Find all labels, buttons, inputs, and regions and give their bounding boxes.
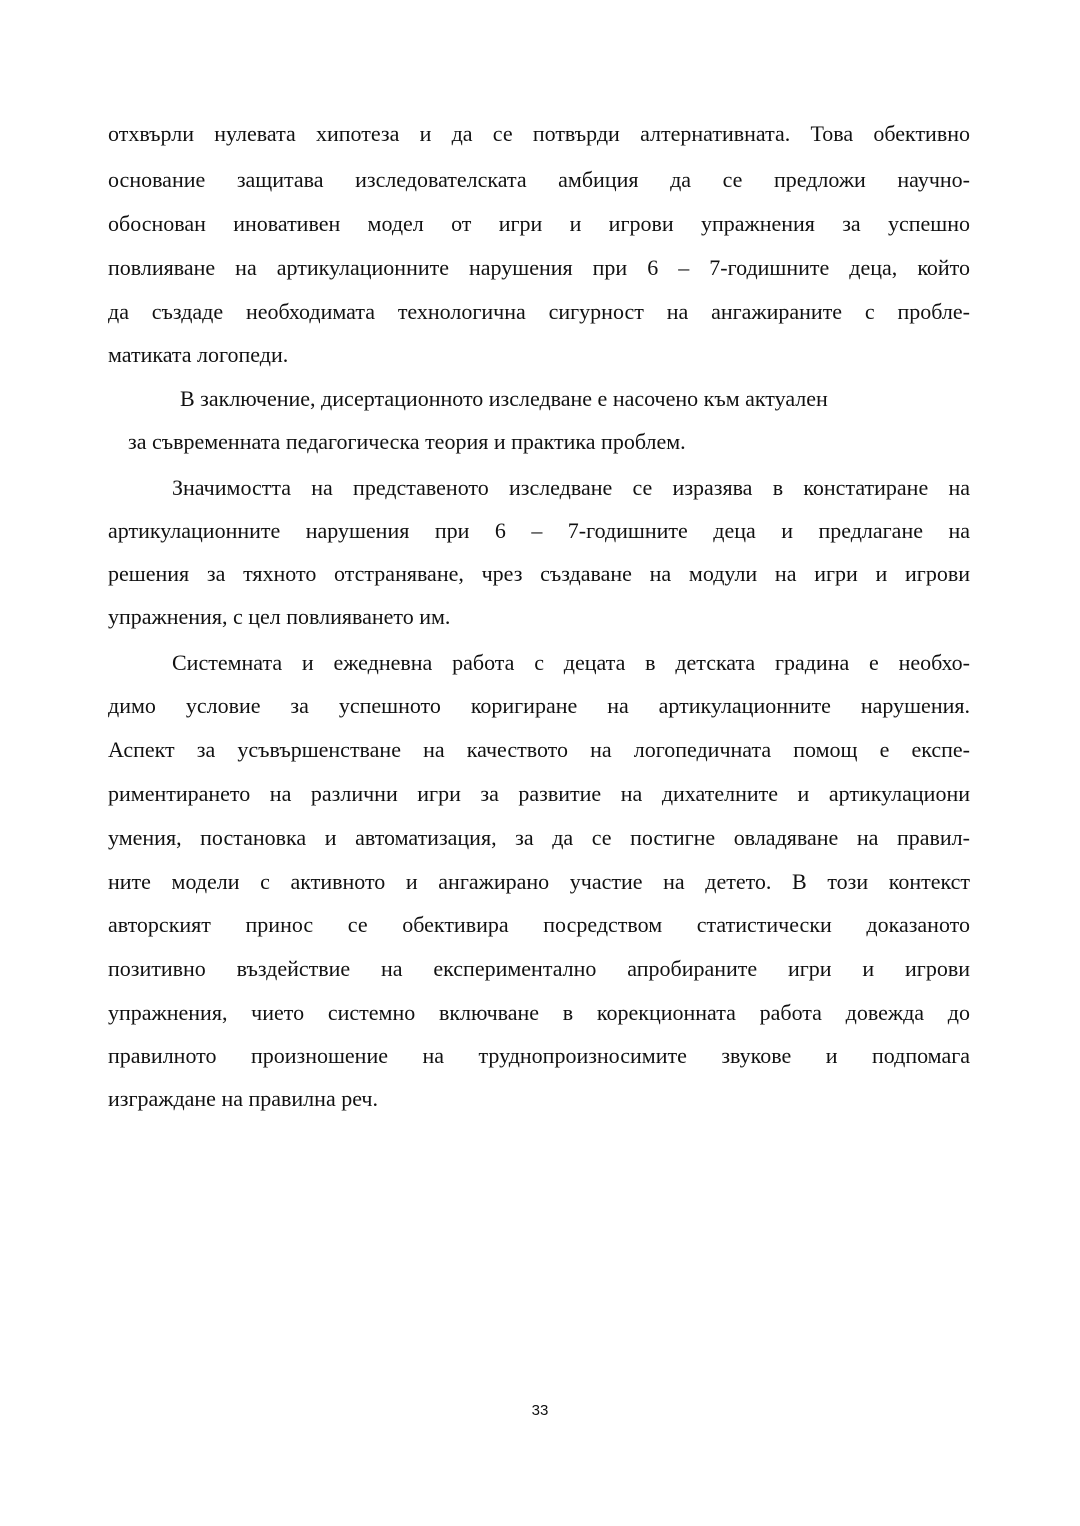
text-line: за съвременната педагогическа теория и практика проблем.: [128, 429, 686, 454]
text-line: решения за тяхното отстраняване, чрез създаване на модули на игри и игрови: [108, 561, 970, 586]
text-line: позитивно въздействие на експериментално апробираните игри и игрови: [108, 956, 970, 981]
text-line: правилното произношение на труднопроизносимите звукове и подпомага: [108, 1043, 970, 1068]
page-number: 33: [531, 1402, 549, 1419]
text-line: димо условие за успешното коригиране на артикулационните нарушения.: [108, 693, 970, 718]
text-line: авторският принос се обективира посредством статистически доказаното: [108, 912, 970, 937]
text-line: риментирането на различни игри за развитие на дихателните и артикулациони: [108, 781, 970, 806]
text-line: Аспект за усъвършенстване на качеството на логопедичната помощ е експе-: [108, 737, 970, 762]
text-line: отхвърли нулевата хипотеза и да се потвърди алтернативната. Това обективно: [108, 121, 970, 146]
text-line: обоснован иновативен модел от игри и игрови упражнения за успешно: [108, 211, 970, 236]
text-line: основание защитава изследователската амбиция да се предложи научно-: [108, 167, 970, 192]
text-line: Системната и ежедневна работа с децата в детската градина е необхо-: [172, 650, 970, 675]
text-line: Значимостта на представеното изследване се изразява в констатиране на: [172, 475, 970, 500]
text-line: повлияване на артикулационните нарушения при 6 – 7-годишните деца, който: [108, 255, 970, 280]
text-line: изграждане на правилна реч.: [108, 1086, 378, 1111]
text-line: В заключение, дисертационното изследване е насочено към актуален: [180, 386, 828, 411]
text-line: да създаде необходимата технологична сигурност на ангажираните с пробле-: [108, 299, 970, 324]
text-line: умения, постановка и автоматизация, за да се постигне овладяване на правил-: [108, 825, 970, 850]
text-line: артикулационните нарушения при 6 – 7-годишните деца и предлагане на: [108, 518, 970, 543]
text-line: ните модели с активното и ангажирано участие на детето. В този контекст: [108, 869, 970, 894]
text-line: упражнения, с цел повлияването им.: [108, 604, 451, 629]
text-line: матиката логопеди.: [108, 342, 289, 367]
text-line: упражнения, чието системно включване в корекционната работа довежда до: [108, 1000, 970, 1025]
